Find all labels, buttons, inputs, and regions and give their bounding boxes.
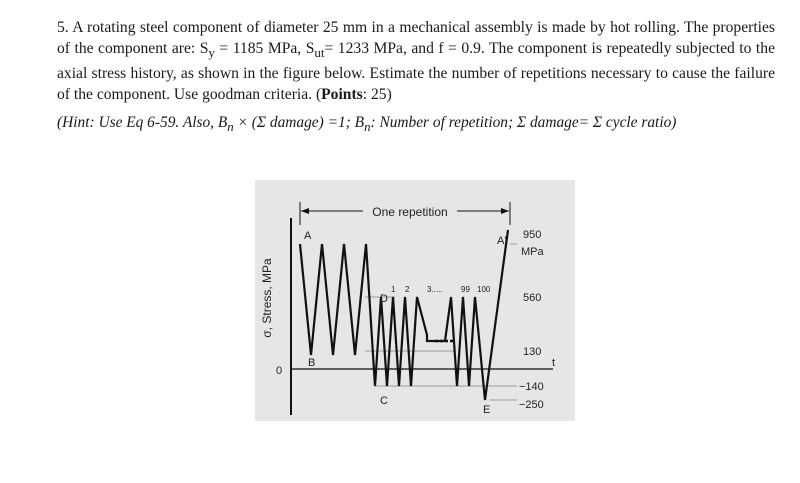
hint-sub-b: n: [364, 120, 371, 135]
problem-intro: A rotating steel component of diameter 25 mm in a mechanical assembly is made by hot rolling. The properties of the component are: S: [57, 19, 775, 57]
zero-label: 0: [275, 365, 283, 377]
stress-unit-mpa: MPa: [521, 246, 544, 258]
hint-sub-a: n: [227, 120, 234, 135]
sut-value: = 1233 MPa, and f = 0.9. The component is repeatedly subjected to the axial stress history, as shown in the figure below. Estimate the number of repetitions necessary to cause the failure of the component. Use goodman criteria. (: [57, 40, 775, 104]
point-label-A-prime: A': [497, 235, 507, 247]
hint-text: [57, 114, 775, 135]
problem-number: 5.: [57, 19, 69, 36]
sy-subscript: y: [208, 45, 215, 61]
t-label: t: [552, 357, 556, 369]
sy-value: = 1185 MPa, S: [214, 40, 315, 57]
cycle-number-2: 2: [405, 285, 410, 294]
sut-subscript: ut: [314, 45, 325, 61]
stress-label-950: 950: [523, 229, 542, 241]
y-axis-label: σ, Stress, MPa: [260, 258, 274, 338]
closing-paren: ): [386, 86, 392, 104]
cycle-number-3: 3.....: [427, 285, 443, 294]
stress-label-560: 560: [523, 292, 542, 304]
point-label-B: B: [308, 357, 316, 369]
stress-history-svg: [255, 180, 575, 421]
hint-part-c: : Number of repetition; Σ damage= Σ cycle ratio): [370, 114, 677, 131]
points-value: : 25: [362, 86, 387, 104]
stress-history-figure: [255, 180, 575, 421]
cycle-number-99: 99: [461, 285, 470, 294]
problem-statement: [57, 17, 775, 105]
repetition-label: One repetition: [372, 205, 448, 219]
stress-label-minus250: −250: [519, 399, 544, 411]
stress-label-minus140: −140: [519, 381, 544, 393]
point-label-C: C: [380, 395, 388, 407]
hint-part-b: × (Σ damage) =1; B: [233, 114, 365, 131]
points-label: Points: [321, 86, 363, 104]
cycle-number-100: 100: [477, 285, 491, 294]
stress-label-130: 130: [523, 346, 542, 358]
point-label-D: D: [380, 293, 388, 305]
point-label-E: E: [483, 404, 491, 416]
point-label-A: A: [304, 230, 312, 242]
hint-part-a: (Hint: Use Eq 6-59. Also, B: [57, 114, 228, 131]
cycle-number-1: 1: [391, 285, 396, 294]
